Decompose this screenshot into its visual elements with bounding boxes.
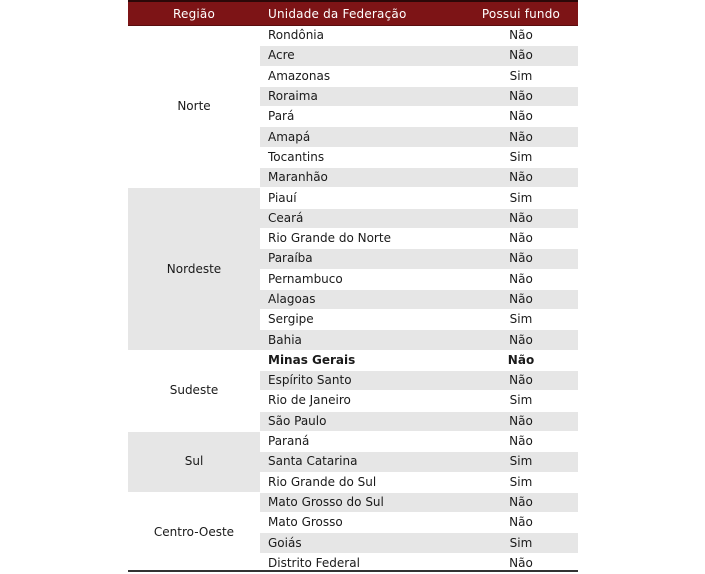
- states-fund-table: [128, 0, 578, 574]
- federation-unit-cell: Piauí: [260, 188, 464, 208]
- has-fund-cell: Sim: [464, 310, 578, 330]
- has-fund-cell: Não: [464, 46, 578, 66]
- table-row: [128, 492, 578, 512]
- has-fund-cell: Sim: [464, 147, 578, 167]
- has-fund-cell: Sim: [464, 188, 578, 208]
- table-row: [128, 431, 578, 451]
- has-fund-cell: Não: [464, 249, 578, 269]
- federation-unit-cell: Distrito Federal: [260, 553, 464, 573]
- has-fund-cell: Sim: [464, 472, 578, 492]
- federation-unit-cell: Mato Grosso do Sul: [260, 492, 464, 512]
- region-cell: Nordeste: [128, 188, 260, 350]
- federation-unit-cell: Goiás: [260, 533, 464, 553]
- federation-unit-cell: Alagoas: [260, 289, 464, 309]
- has-fund-cell: Não: [464, 208, 578, 228]
- has-fund-cell: Não: [464, 107, 578, 127]
- federation-unit-cell: Paraná: [260, 431, 464, 451]
- has-fund-cell: Sim: [464, 391, 578, 411]
- table-row: [128, 350, 578, 370]
- federation-unit-cell: Ceará: [260, 208, 464, 228]
- has-fund-cell: Não: [464, 289, 578, 309]
- header-federation-unit: Unidade da Federação: [260, 1, 464, 26]
- has-fund-cell: Não: [464, 228, 578, 248]
- header-has-fund: Possui fundo: [464, 1, 578, 26]
- federation-unit-cell: Santa Catarina: [260, 452, 464, 472]
- has-fund-cell: Não: [464, 492, 578, 512]
- has-fund-cell: Sim: [464, 66, 578, 86]
- table-header: [128, 1, 578, 26]
- has-fund-cell: Sim: [464, 452, 578, 472]
- federation-unit-cell: Espírito Santo: [260, 371, 464, 391]
- federation-unit-cell: Maranhão: [260, 168, 464, 188]
- federation-unit-cell: Rio de Janeiro: [260, 391, 464, 411]
- table-row: [128, 188, 578, 208]
- has-fund-cell: Não: [464, 168, 578, 188]
- federation-unit-cell: Rondônia: [260, 26, 464, 46]
- has-fund-cell: Não: [464, 330, 578, 350]
- has-fund-cell: Não: [464, 431, 578, 451]
- region-cell: Centro-Oeste: [128, 492, 260, 573]
- has-fund-cell: Não: [464, 86, 578, 106]
- federation-unit-cell: Rio Grande do Sul: [260, 472, 464, 492]
- federation-unit-cell: Amapá: [260, 127, 464, 147]
- header-region: Região: [128, 1, 260, 26]
- region-cell: Norte: [128, 26, 260, 188]
- has-fund-cell: Não: [464, 513, 578, 533]
- has-fund-cell: Não: [464, 127, 578, 147]
- has-fund-cell: Sim: [464, 533, 578, 553]
- has-fund-cell: Não: [464, 26, 578, 46]
- has-fund-cell: Não: [464, 350, 578, 370]
- federation-unit-cell: Acre: [260, 46, 464, 66]
- header-row: [128, 1, 578, 26]
- region-cell: Sudeste: [128, 350, 260, 431]
- has-fund-cell: Não: [464, 371, 578, 391]
- federation-unit-cell: Mato Grosso: [260, 513, 464, 533]
- table-row: [128, 26, 578, 46]
- table-body: [128, 26, 578, 574]
- has-fund-cell: Não: [464, 411, 578, 431]
- has-fund-cell: Não: [464, 269, 578, 289]
- has-fund-cell: Não: [464, 553, 578, 573]
- federation-unit-cell: Pernambuco: [260, 269, 464, 289]
- region-cell: Sul: [128, 431, 260, 492]
- federation-unit-cell: Paraíba: [260, 249, 464, 269]
- federation-unit-cell: Roraima: [260, 86, 464, 106]
- federation-unit-cell: Minas Gerais: [260, 350, 464, 370]
- federation-unit-cell: Bahia: [260, 330, 464, 350]
- federation-unit-cell: Pará: [260, 107, 464, 127]
- federation-unit-cell: Amazonas: [260, 66, 464, 86]
- federation-unit-cell: Tocantins: [260, 147, 464, 167]
- federation-unit-cell: São Paulo: [260, 411, 464, 431]
- states-fund-table-container: [128, 0, 578, 574]
- federation-unit-cell: Sergipe: [260, 310, 464, 330]
- federation-unit-cell: Rio Grande do Norte: [260, 228, 464, 248]
